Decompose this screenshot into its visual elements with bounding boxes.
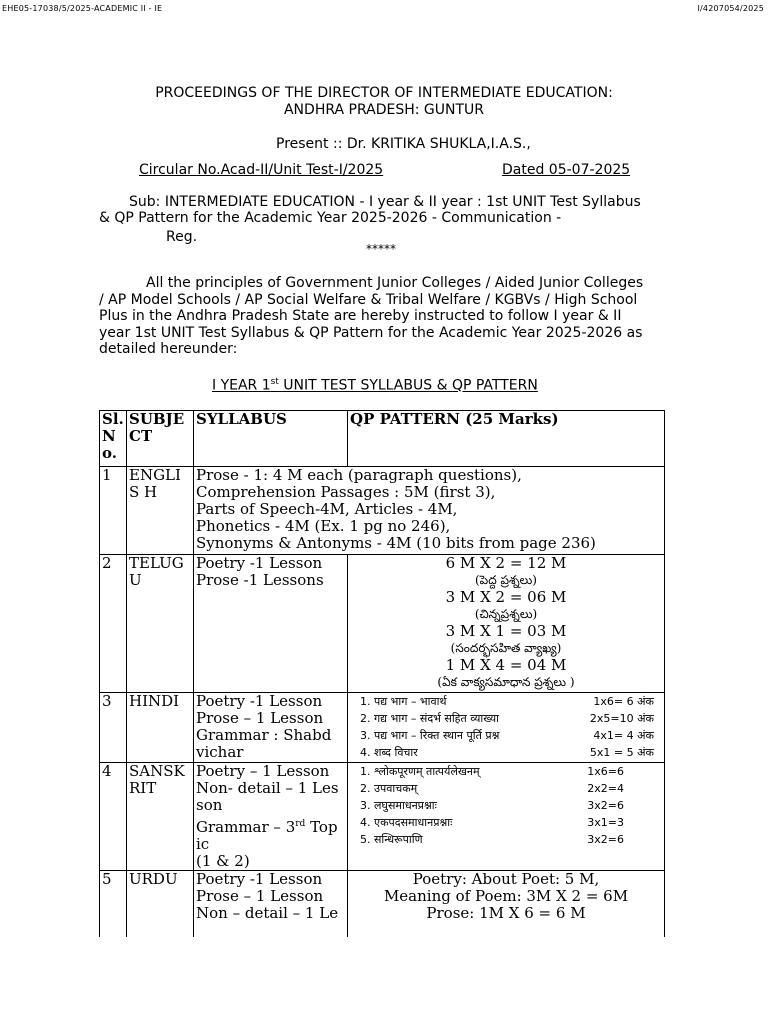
telugu-syllabus: Poetry -1 Lesson Prose -1 Lessons xyxy=(194,555,348,693)
body-line: / AP Model Schools / AP Social Welfare & Tribal Welfare / KGBVs / High School xyxy=(99,292,638,308)
row-subject: HINDI xyxy=(127,693,194,763)
urdu-qp: Poetry: About Poet: 5 M, Meaning of Poem: 3M X 2 = 6M Prose: 1M X 6 = 6 M xyxy=(348,871,665,937)
body-line: detailed hereunder: xyxy=(99,341,238,357)
table-row xyxy=(100,871,665,937)
subject-line-2: & QP Pattern for the Academic Year 2025-2026 - Communication - xyxy=(99,210,562,226)
sanskrit-qp: 1. श्लोकपूरणम् तात्पर्यलेखनम् 1x6=6 2. उपवाचकम् 2x2=4 3. लघुसमाधनप्रश्नाः 3x2=6 4. एकपदसमाधानप्रश्नाः 3x1=3 5. सन्धिरूपाणि 3x2=6 xyxy=(348,763,665,871)
row-no: 5 xyxy=(100,871,127,937)
table-row xyxy=(100,467,665,555)
row-subject: TELUG U xyxy=(127,555,194,693)
header-subject: SUBJE CT xyxy=(127,411,194,467)
row-subject: URDU xyxy=(127,871,194,937)
subject-line-1: Sub: INTERMEDIATE EDUCATION - I year & II year : 1st UNIT Test Syllabus xyxy=(129,194,641,210)
urdu-syllabus: Poetry -1 Lesson Prose – 1 Lesson Non – detail – 1 Le xyxy=(194,871,348,937)
section-title: I YEAR 1st UNIT TEST SYLLABUS & QP PATTERN xyxy=(212,377,538,394)
doc-header-left: EHE05-17038/5/2025-ACADEMIC II - IE xyxy=(2,4,163,13)
table-row xyxy=(100,693,665,763)
circular-no: Circular No.Acad-II/Unit Test-I/2025 xyxy=(139,162,384,178)
table-row xyxy=(100,763,665,871)
present-line: Present :: Dr. KRITIKA SHUKLA,I.A.S., xyxy=(276,136,531,152)
separator-stars: ***** xyxy=(366,242,396,256)
syllabus-table xyxy=(99,410,665,937)
hindi-syllabus: Poetry -1 Lesson Prose – 1 Lesson Grammar : Shabd vichar xyxy=(194,693,348,763)
english-syllabus: Prose - 1: 4 M each (paragraph questions), Comprehension Passages : 5M (first 3), Parts of Speech-4M, Articles - 4M, Phonetics - 4M (Ex. 1 pg no 246), Synonyms & Antonyms - 4M (10 bits from page 236) xyxy=(194,467,665,555)
row-no: 1 xyxy=(100,467,127,555)
row-subject: ENGLIS H xyxy=(127,467,194,555)
header-sl-no: Sl. N o. xyxy=(100,411,127,467)
row-no: 2 xyxy=(100,555,127,693)
body-line: Plus in the Andhra Pradesh State are hereby instructed to follow I year & II xyxy=(99,308,622,324)
row-no: 4 xyxy=(100,763,127,871)
hindi-qp: 1. पद्य भाग – भावार्थ 1x6= 6 अंक 2. गद्य भाग – संदर्भ सहित व्याख्या 2x5=10 अंक 3. पद्य भाग – रिक्त स्थान पूर्ति प्रश्न 4x1= 4 अंक 4. शब्द विचार 5x1 = 5 अंक xyxy=(348,693,665,763)
body-line: All the principles of Government Junior Colleges / Aided Junior Colleges xyxy=(146,275,644,291)
header-qp-pattern: QP PATTERN (25 Marks) xyxy=(348,411,665,467)
subject-line-3: Reg. xyxy=(166,229,198,245)
sanskrit-syllabus: Poetry – 1 Lesson Non- detail – 1 Les son Grammar – 3rd Top ic (1 & 2) xyxy=(194,763,348,871)
title-line-1: PROCEEDINGS OF THE DIRECTOR OF INTERMEDIATE EDUCATION: xyxy=(155,85,613,101)
dated: Dated 05-07-2025 xyxy=(502,162,631,178)
doc-header-right: I/4207054/2025 xyxy=(697,4,764,13)
row-no: 3 xyxy=(100,693,127,763)
body-line: year 1st UNIT Test Syllabus & QP Pattern for the Academic Year 2025-2026 as xyxy=(99,325,643,341)
telugu-qp: 6 M X 2 = 12 M (పెద్ద ప్రశ్నలు) 3 M X 2 = 06 M (చిన్నప్రశ్నలు) 3 M X 1 = 03 M (సందర్భసహిత వ్యాఖ్య) 1 M X 4 = 04 M (ఏక వాక్యసమాధాన ప్రశ్నలు ) xyxy=(348,555,665,693)
row-subject: SANSK RIT xyxy=(127,763,194,871)
table-row xyxy=(100,555,665,693)
title-line-2: ANDHRA PRADESH: GUNTUR xyxy=(283,102,485,118)
table-header-row xyxy=(100,411,665,467)
header-syllabus: SYLLABUS xyxy=(194,411,348,467)
